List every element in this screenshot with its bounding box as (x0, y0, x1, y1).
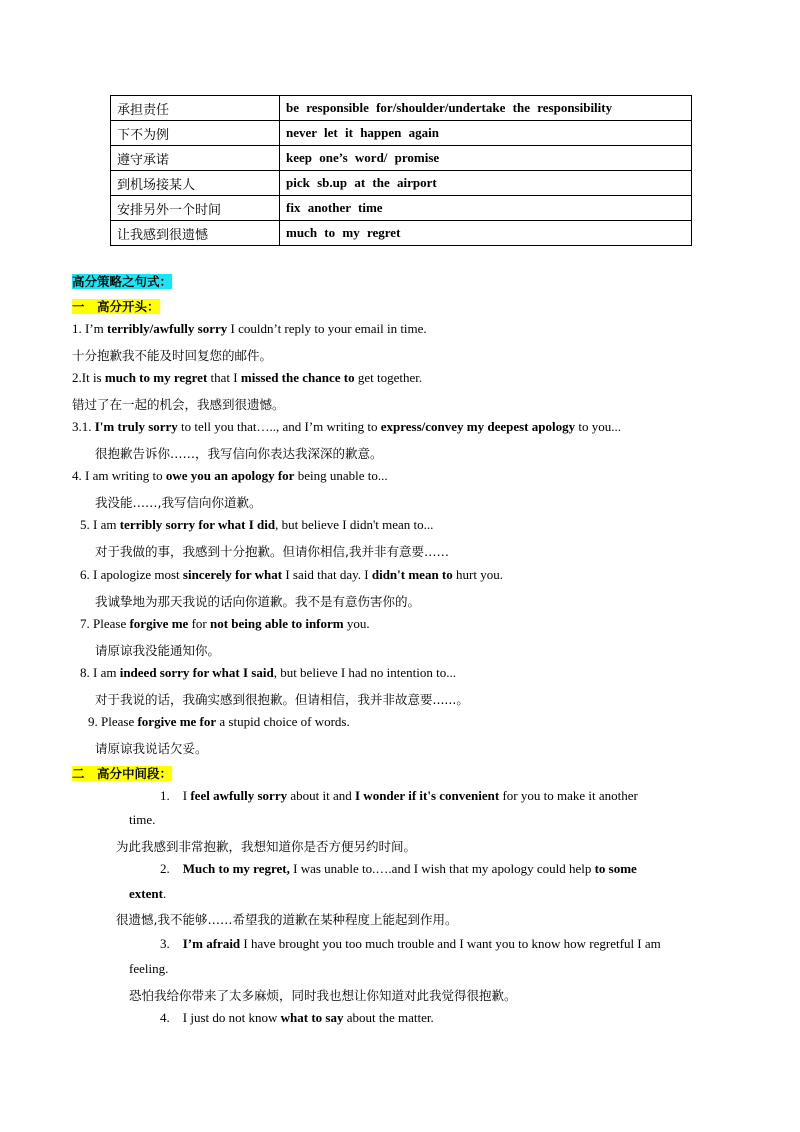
table-cell-cn: 安排另外一个时间 (111, 196, 280, 221)
text-fragment: you. (343, 616, 370, 631)
text-fragment: , but believe I had no intention to... (273, 665, 457, 680)
bold-phrase: extent (129, 886, 163, 901)
text-fragment: being unable to... (294, 468, 388, 483)
sentence-2-translation: 错过了在一起的机会，我感到很遗憾。 (72, 397, 285, 412)
text-fragment: 2. (160, 861, 170, 876)
bold-phrase: I wonder if it's convenient (355, 788, 500, 803)
table-row (111, 121, 692, 146)
table-cell-cn: 遵守承诺 (111, 146, 280, 171)
table-cell-en: fix another time (280, 196, 692, 221)
table-cell-cn: 到机场接某人 (111, 171, 280, 196)
vocab-table (110, 95, 692, 246)
text-fragment: 8. I am (80, 665, 120, 680)
text-fragment: for you to make it another (499, 788, 638, 803)
text-fragment: about it and (287, 788, 355, 803)
sentence-8 (80, 665, 456, 681)
text-fragment: I said that day. I (282, 567, 372, 582)
text-fragment: 1. I’m (72, 321, 108, 336)
text-fragment: to you... (575, 419, 621, 434)
bold-phrase: terribly sorry for what I did (119, 517, 276, 532)
table-cell-en: pick sb.up at the airport (280, 171, 692, 196)
text-fragment: I couldn’t reply to your email in time. (227, 321, 427, 336)
middle-sentence-2-translation: 很遗憾,我不能够……希望我的道歉在某种程度上能起到作用。 (116, 912, 458, 927)
table-cell-en: never let it happen again (280, 121, 692, 146)
text-fragment: 7. Please (80, 616, 130, 631)
middle-sentence-2-cont (129, 886, 166, 902)
sentence-8-translation: 对于我说的话，我确实感到很抱歉。但请相信，我并非故意要......。 (95, 692, 469, 707)
middle-sentence-1-translation: 为此我感到非常抱歉，我想知道你是否方便另约时间。 (116, 839, 417, 854)
text-fragment: 9. Please (88, 714, 138, 729)
middle-sentence-4 (160, 1010, 434, 1026)
table-row (111, 221, 692, 246)
text-fragment: for (188, 616, 210, 631)
sentence-6-translation: 我诚挚地为那天我说的话向你道歉。我不是有意伤害你的。 (95, 594, 421, 609)
text-fragment: a stupid choice of words. (216, 714, 350, 729)
text-fragment: I have brought you too much trouble and I want you to know how regretful I am (240, 936, 661, 951)
bold-phrase: much to my regret (104, 370, 208, 385)
table-cell-cn: 让我感到很遗憾 (111, 221, 280, 246)
table-cell-en: keep one’s word/ promise (280, 146, 692, 171)
bold-phrase: what to say (280, 1010, 344, 1025)
part2-heading: 二 高分中间段： (72, 766, 173, 781)
sentence-4 (72, 468, 388, 484)
table-cell-en: be responsible for/shoulder/undertake the responsibility (280, 96, 692, 121)
sentence-1 (72, 321, 427, 337)
text-fragment: 4. (160, 1010, 170, 1025)
table-cell-cn: 下不为例 (111, 121, 280, 146)
text-fragment: 4. I am writing to (72, 468, 166, 483)
text-fragment: get together. (354, 370, 423, 385)
table-row (111, 96, 692, 121)
bold-phrase: not being able to inform (209, 616, 344, 631)
middle-sentence-3 (160, 936, 661, 952)
text-fragment: I just do not know (182, 1010, 281, 1025)
bold-phrase: didn't mean to (371, 567, 453, 582)
text-fragment: 6. I apologize most (80, 567, 183, 582)
text-fragment: , but believe I didn't mean to... (275, 517, 434, 532)
sentence-2 (72, 370, 422, 386)
table-row (111, 171, 692, 196)
bold-phrase: I'm truly sorry (94, 419, 178, 434)
middle-sentence-1 (160, 788, 638, 804)
sentence-5-translation: 对于我做的事，我感到十分抱歉。但请你相信,我并非有意要…… (95, 544, 449, 559)
bold-phrase: forgive me for (137, 714, 217, 729)
sentence-6 (80, 567, 503, 583)
bold-phrase: feel awfully sorry (190, 788, 288, 803)
table-row (111, 196, 692, 221)
table-row (111, 146, 692, 171)
middle-sentence-2 (160, 861, 637, 877)
text-fragment: 1. (160, 788, 170, 803)
table-cell-cn: 承担责任 (111, 96, 280, 121)
sentence-9-translation: 请原谅我说话欠妥。 (95, 741, 208, 756)
sentence-5 (80, 517, 433, 533)
middle-sentence-1-cont: time. (129, 812, 156, 827)
text-fragment: hurt you. (452, 567, 503, 582)
bold-phrase: owe you an apology for (165, 468, 295, 483)
text-fragment: I (182, 788, 191, 803)
text-fragment: I was unable to.….and I wish that my apology could help (289, 861, 595, 876)
text-fragment: 3.1. (72, 419, 95, 434)
text-fragment: about the matter. (343, 1010, 434, 1025)
text-fragment: . (162, 886, 167, 901)
bold-phrase: Much to my regret, (182, 861, 290, 876)
text-fragment: 2.It is (72, 370, 105, 385)
bold-phrase: to some (594, 861, 637, 876)
sentence-7 (80, 616, 370, 632)
text-fragment: that I (207, 370, 241, 385)
bold-phrase: terribly/awfully sorry (107, 321, 228, 336)
text-fragment: 3. (160, 936, 170, 951)
sentence-7-translation: 请原谅我没能通知你。 (95, 643, 221, 658)
text-fragment: to tell you that….., and I’m writing to (177, 419, 381, 434)
section-title: 高分策略之句式： (72, 274, 173, 289)
text-fragment: 5. I am (80, 517, 120, 532)
bold-phrase: sincerely for what (182, 567, 283, 582)
sentence-9 (88, 714, 350, 730)
sentence-3 (72, 419, 621, 435)
bold-phrase: missed the chance to (240, 370, 355, 385)
table-cell-en: much to my regret (280, 221, 692, 246)
part1-heading: 一 高分开头： (72, 299, 160, 314)
middle-sentence-3-translation: 恐怕我给你带来了太多麻烦，同时我也想让你知道对此我觉得很抱歉。 (129, 988, 517, 1003)
bold-phrase: indeed sorry for what I said (119, 665, 274, 680)
sentence-1-translation: 十分抱歉我不能及时回复您的邮件。 (72, 348, 273, 363)
sentence-3-translation: 很抱歉告诉你……，我写信向你表达我深深的歉意。 (95, 446, 383, 461)
bold-phrase: express/convey my deepest apology (380, 419, 576, 434)
bold-phrase: forgive me (129, 616, 189, 631)
bold-phrase: I’m afraid (182, 936, 241, 951)
middle-sentence-3-cont: feeling. (129, 961, 169, 976)
sentence-4-translation: 我没能……,我写信向你道歉。 (95, 495, 262, 510)
